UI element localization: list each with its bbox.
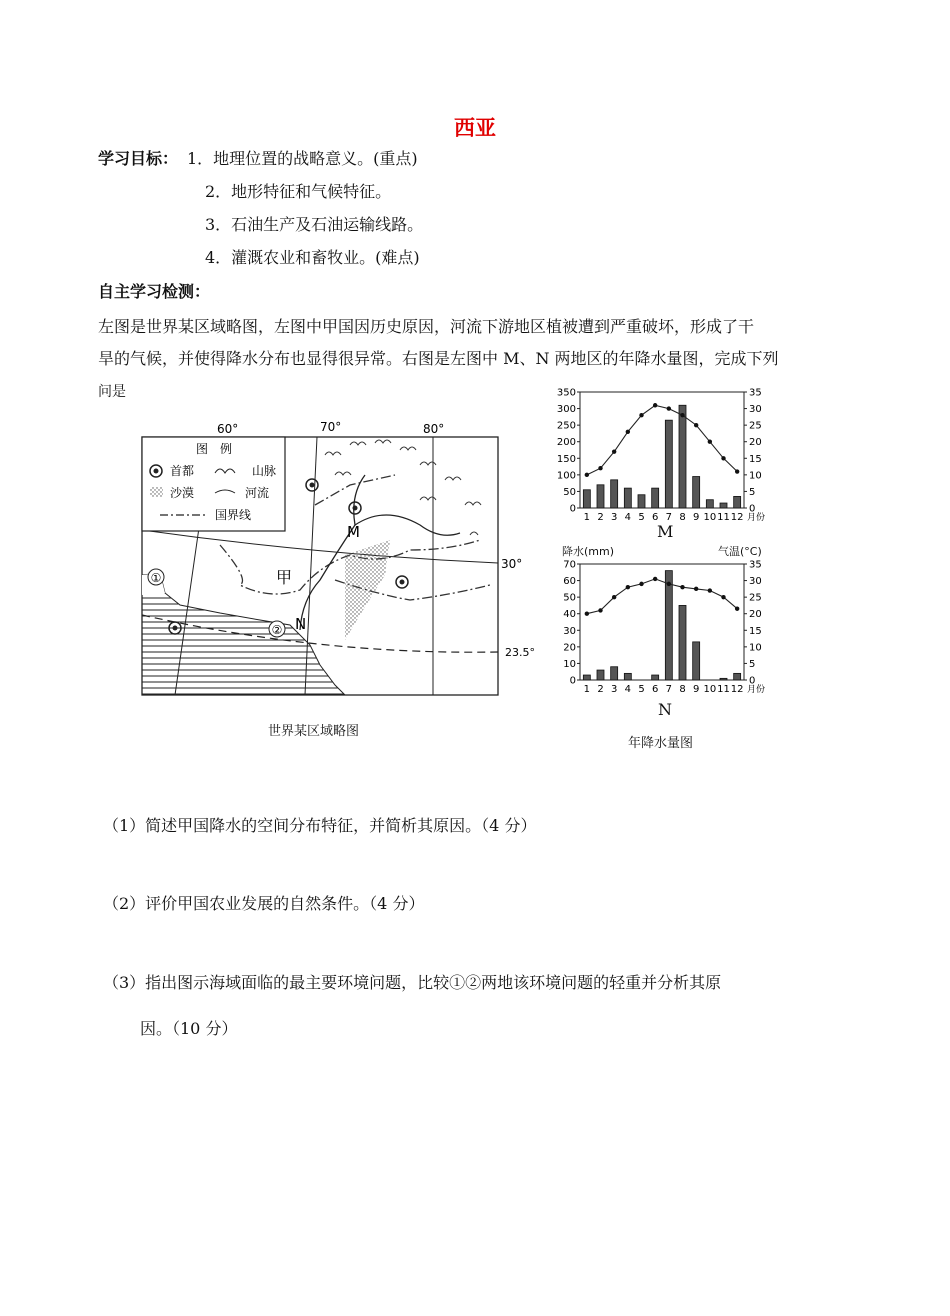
objectives-label: 学习目标： (98, 149, 179, 168)
temperature-point (667, 406, 671, 410)
y-tick-label-right: 30 (749, 576, 762, 588)
chart-m-station: M (657, 522, 674, 541)
question-3: （3）指出图示海域面临的最主要环境问题，比较①②两地该环境问题的轻重并分析其原 (103, 973, 722, 992)
y-tick-label-right: 25 (749, 420, 762, 432)
x-tick-label: 10 (703, 512, 717, 523)
n-label: N (295, 615, 307, 633)
x-tick-label: 4 (624, 684, 632, 695)
y-tick-label-left: 150 (556, 453, 576, 465)
x-unit-label: 月份 (747, 685, 766, 695)
x-tick-label: 3 (610, 684, 618, 695)
lat-label: 30° (501, 557, 523, 571)
precipitation-bar (652, 675, 659, 680)
temperature-point (721, 456, 725, 460)
y-tick-label-left: 30 (563, 625, 576, 637)
y-tick-label-left: 0 (569, 503, 576, 515)
y-tick-label-right: 20 (749, 609, 762, 621)
question-2: （2）评价甲国农业发展的自然条件。（4 分） (103, 894, 425, 913)
temperature-point (735, 469, 739, 473)
y-tick-label-left: 200 (556, 437, 576, 449)
legend-title: 图 例 (195, 442, 233, 456)
legend-capital: 首都 (170, 464, 195, 478)
temperature-point (626, 585, 630, 589)
legend-mountain: 山脉 (252, 464, 277, 478)
precipitation-bar (665, 571, 672, 680)
y-tick-label-left: 60 (563, 576, 576, 588)
chart-n-ylabel-right: 气温(°C) (718, 545, 762, 558)
precipitation-bar (720, 678, 727, 680)
precipitation-bar (611, 667, 618, 680)
x-tick-label: 12 (730, 512, 744, 523)
y-tick-label-right: 10 (749, 470, 762, 482)
temperature-point (653, 577, 657, 581)
y-tick-label-right: 35 (749, 387, 762, 399)
lon-label: 70° (320, 420, 342, 434)
legend-desert: 沙漠 (170, 486, 195, 500)
x-unit-label: 月份 (747, 513, 766, 523)
temperature-point (598, 608, 602, 612)
objective-item: 1．地理位置的战略意义。(重点) (187, 149, 418, 168)
climate-chart-m (556, 384, 786, 544)
y-tick-label-right: 0 (749, 503, 756, 515)
temperature-point (585, 473, 589, 477)
question-1: （1）简述甲国降水的空间分布特征，并简析其原因。（4 分） (103, 816, 537, 835)
y-tick-label-left: 350 (556, 387, 576, 399)
point-2-label: ② (271, 623, 283, 637)
precipitation-bar (638, 495, 645, 508)
objective-item: 2．地形特征和气候特征。 (205, 182, 392, 201)
x-tick-label: 5 (638, 512, 645, 523)
y-tick-label-left: 20 (563, 642, 576, 654)
precipitation-bar (583, 490, 590, 508)
y-tick-label-right: 0 (749, 675, 756, 687)
temperature-point (639, 582, 643, 586)
x-tick-label: 1 (583, 512, 591, 523)
temperature-point (680, 413, 684, 417)
x-tick-label: 6 (651, 512, 659, 523)
precipitation-bar (652, 488, 659, 508)
x-tick-label: 2 (597, 684, 604, 695)
x-tick-label: 11 (717, 512, 730, 523)
objective-item: 3．石油生产及石油运输线路。 (205, 215, 424, 234)
country-label: 甲 (276, 568, 293, 587)
precipitation-bar (665, 420, 672, 508)
intro-text: 问是 (98, 384, 126, 400)
objective-item: 4．灌溉农业和畜牧业。(难点) (205, 248, 420, 267)
x-tick-label: 8 (679, 512, 686, 523)
legend-border: 国界线 (215, 508, 252, 522)
y-tick-label-left: 10 (563, 658, 576, 670)
question-3-cont: 因。（10 分） (140, 1019, 238, 1038)
region-map (120, 415, 540, 735)
x-tick-label: 10 (703, 684, 717, 695)
temperature-point (708, 588, 712, 592)
y-tick-label-right: 35 (749, 559, 762, 571)
y-tick-label-left: 50 (563, 592, 576, 604)
y-tick-label-right: 5 (749, 658, 756, 670)
intro-text: 左图是世界某区域略图，左图中甲国因历史原因，河流下游地区植被遭到严重破坏，形成了干 (98, 317, 755, 336)
y-tick-label-left: 70 (563, 559, 576, 571)
temperature-point (708, 440, 712, 444)
temperature-point (653, 403, 657, 407)
lat-label: 23.5° (505, 646, 535, 659)
point-1-label: ① (150, 571, 162, 585)
y-tick-label-right: 10 (749, 642, 762, 654)
lon-label: 60° (217, 422, 239, 436)
x-tick-label: 11 (717, 684, 730, 695)
temperature-point (598, 466, 602, 470)
temperature-point (694, 423, 698, 427)
plot-frame (580, 392, 744, 508)
lon-label: 80° (423, 422, 445, 436)
chart-n-station: N (658, 700, 672, 719)
precipitation-bar (624, 488, 631, 508)
y-tick-label-right: 5 (749, 486, 756, 498)
y-tick-label-left: 300 (556, 404, 576, 416)
temperature-point (585, 612, 589, 616)
temperature-line (587, 405, 737, 475)
precipitation-bar (611, 480, 618, 508)
map-caption: 世界某区域略图 (268, 724, 360, 739)
x-tick-label: 5 (638, 684, 645, 695)
x-tick-label: 4 (624, 512, 632, 523)
y-tick-label-left: 0 (569, 675, 576, 687)
y-tick-label-left: 100 (556, 470, 576, 482)
precipitation-bar (679, 405, 686, 508)
climate-caption: 年降水量图 (628, 736, 694, 751)
temperature-point (626, 430, 630, 434)
precipitation-bar (583, 675, 590, 680)
temperature-line (587, 579, 737, 614)
y-tick-label-right: 30 (749, 404, 762, 416)
x-tick-label: 6 (651, 684, 659, 695)
precipitation-bar (597, 670, 604, 680)
x-tick-label: 3 (610, 512, 618, 523)
self-check-label: 自主学习检测： (98, 282, 211, 301)
y-tick-label-right: 15 (749, 453, 762, 465)
precipitation-bar (624, 673, 631, 680)
temperature-point (680, 585, 684, 589)
climate-chart-n (556, 554, 786, 704)
legend-river: 河流 (245, 486, 270, 500)
temperature-point (639, 413, 643, 417)
m-label: M (347, 523, 360, 541)
x-tick-label: 1 (583, 684, 591, 695)
precipitation-bar (597, 485, 604, 508)
x-tick-label: 12 (730, 684, 744, 695)
temperature-point (735, 607, 739, 611)
x-tick-label: 7 (665, 684, 673, 695)
precipitation-bar (734, 673, 741, 680)
intro-text: 旱的气候，并使得降水分布也显得很异常。右图是左图中 M、N 两地区的年降水量图，完成下列 (98, 349, 779, 368)
temperature-point (612, 595, 616, 599)
temperature-point (612, 449, 616, 453)
y-tick-label-left: 40 (563, 609, 576, 621)
x-tick-label: 9 (692, 684, 700, 695)
precipitation-bar (734, 496, 741, 508)
precipitation-bar (693, 642, 700, 680)
desert-symbol-icon (150, 487, 163, 497)
precipitation-bar (706, 500, 713, 508)
temperature-point (667, 582, 671, 586)
x-tick-label: 8 (679, 684, 686, 695)
y-tick-label-right: 15 (749, 625, 762, 637)
y-tick-label-right: 20 (749, 437, 762, 449)
x-tick-label: 7 (665, 512, 673, 523)
temperature-point (721, 595, 725, 599)
precipitation-bar (679, 605, 686, 680)
precipitation-bar (720, 503, 727, 508)
precipitation-bar (693, 477, 700, 508)
y-tick-label-left: 250 (556, 420, 576, 432)
temperature-point (694, 587, 698, 591)
x-tick-label: 2 (597, 512, 604, 523)
chart-n-ylabel-left: 降水(mm) (562, 545, 615, 558)
page-title: 西亚 (454, 116, 496, 140)
x-tick-label: 9 (692, 512, 700, 523)
y-tick-label-left: 50 (563, 486, 576, 498)
y-tick-label-right: 25 (749, 592, 762, 604)
